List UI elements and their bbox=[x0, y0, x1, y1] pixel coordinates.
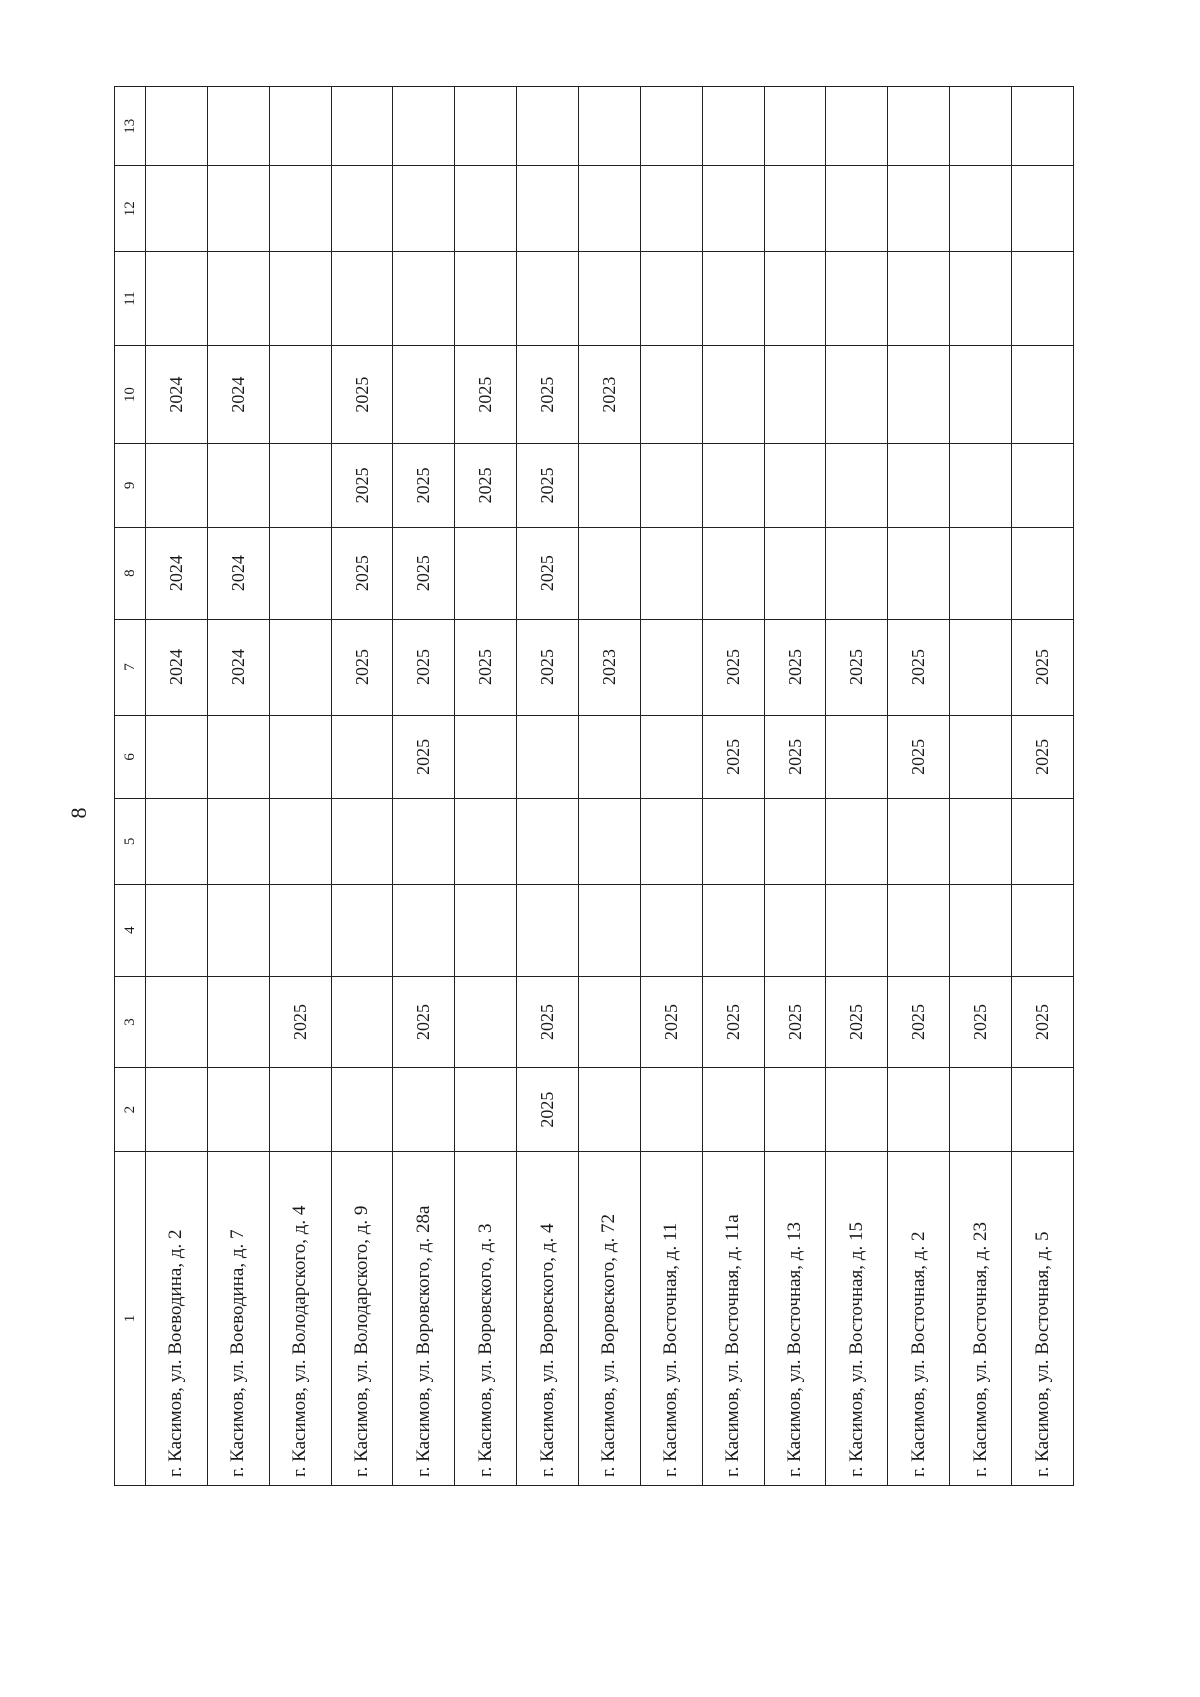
year-cell: 2025 bbox=[888, 976, 950, 1068]
year-cell bbox=[517, 166, 579, 252]
column-header: 6 bbox=[115, 715, 146, 799]
table-row bbox=[146, 87, 208, 1486]
year-cell bbox=[1012, 527, 1074, 619]
year-cell bbox=[455, 1068, 517, 1152]
column-header: 8 bbox=[115, 527, 146, 619]
column-header: 2 bbox=[115, 1068, 146, 1152]
year-cell: 2025 bbox=[393, 619, 455, 715]
year-cell: 2024 bbox=[146, 346, 208, 444]
year-cell bbox=[640, 715, 702, 799]
year-cell bbox=[393, 166, 455, 252]
year-cell bbox=[146, 166, 208, 252]
address-cell: г. Касимов, ул. Восточная, д. 2 bbox=[888, 1151, 950, 1485]
year-cell bbox=[826, 166, 888, 252]
year-cell bbox=[640, 87, 702, 166]
table-row bbox=[331, 87, 393, 1486]
year-cell bbox=[331, 976, 393, 1068]
year-cell bbox=[1012, 1068, 1074, 1152]
year-cell bbox=[702, 87, 764, 166]
year-cell bbox=[764, 346, 826, 444]
table-row bbox=[826, 87, 888, 1486]
table-container bbox=[114, 86, 1074, 1486]
year-cell: 2025 bbox=[331, 444, 393, 528]
year-cell bbox=[579, 715, 641, 799]
year-cell: 2025 bbox=[269, 976, 331, 1068]
year-cell bbox=[950, 444, 1012, 528]
year-cell bbox=[826, 715, 888, 799]
year-cell bbox=[579, 976, 641, 1068]
year-cell: 2024 bbox=[146, 527, 208, 619]
year-cell bbox=[826, 1068, 888, 1152]
year-cell bbox=[146, 1068, 208, 1152]
repair-schedule-table bbox=[114, 86, 1074, 1486]
year-cell bbox=[517, 799, 579, 885]
year-cell bbox=[146, 715, 208, 799]
address-cell: г. Касимов, ул. Воеводина, д. 7 bbox=[207, 1151, 269, 1485]
year-cell bbox=[579, 87, 641, 166]
table-body bbox=[146, 87, 1074, 1486]
year-cell bbox=[269, 1068, 331, 1152]
year-cell bbox=[517, 715, 579, 799]
year-cell bbox=[1012, 87, 1074, 166]
year-cell bbox=[269, 252, 331, 346]
year-cell bbox=[393, 87, 455, 166]
year-cell bbox=[517, 884, 579, 976]
year-cell bbox=[269, 346, 331, 444]
year-cell: 2025 bbox=[826, 619, 888, 715]
column-header: 5 bbox=[115, 799, 146, 885]
year-cell bbox=[950, 166, 1012, 252]
year-cell bbox=[269, 87, 331, 166]
year-cell bbox=[269, 166, 331, 252]
year-cell bbox=[455, 884, 517, 976]
year-cell: 2025 bbox=[517, 346, 579, 444]
column-header: 12 bbox=[115, 166, 146, 252]
year-cell: 2025 bbox=[517, 444, 579, 528]
year-cell bbox=[764, 799, 826, 885]
year-cell bbox=[640, 799, 702, 885]
year-cell: 2025 bbox=[517, 1068, 579, 1152]
year-cell bbox=[579, 884, 641, 976]
year-cell bbox=[146, 884, 208, 976]
year-cell bbox=[950, 799, 1012, 885]
year-cell bbox=[764, 87, 826, 166]
table-row bbox=[455, 87, 517, 1486]
table-row bbox=[393, 87, 455, 1486]
year-cell bbox=[393, 1068, 455, 1152]
year-cell bbox=[640, 619, 702, 715]
year-cell bbox=[950, 1068, 1012, 1152]
year-cell bbox=[269, 444, 331, 528]
year-cell bbox=[702, 527, 764, 619]
year-cell bbox=[455, 252, 517, 346]
year-cell: 2025 bbox=[517, 619, 579, 715]
year-cell bbox=[950, 346, 1012, 444]
year-cell bbox=[146, 252, 208, 346]
year-cell bbox=[950, 87, 1012, 166]
year-cell bbox=[702, 884, 764, 976]
year-cell: 2025 bbox=[393, 715, 455, 799]
year-cell bbox=[269, 799, 331, 885]
year-cell bbox=[702, 166, 764, 252]
year-cell bbox=[269, 715, 331, 799]
year-cell: 2025 bbox=[1012, 976, 1074, 1068]
year-cell bbox=[579, 444, 641, 528]
year-cell bbox=[393, 884, 455, 976]
year-cell: 2025 bbox=[702, 619, 764, 715]
year-cell: 2024 bbox=[207, 346, 269, 444]
table-row bbox=[269, 87, 331, 1486]
year-cell bbox=[207, 884, 269, 976]
year-cell bbox=[393, 346, 455, 444]
address-cell: г. Касимов, ул. Воровского, д. 72 bbox=[579, 1151, 641, 1485]
year-cell: 2023 bbox=[579, 619, 641, 715]
year-cell bbox=[764, 527, 826, 619]
year-cell bbox=[764, 166, 826, 252]
year-cell bbox=[207, 799, 269, 885]
year-cell bbox=[207, 976, 269, 1068]
year-cell bbox=[207, 166, 269, 252]
year-cell bbox=[393, 799, 455, 885]
address-cell: г. Касимов, ул. Восточная, д. 13 bbox=[764, 1151, 826, 1485]
year-cell: 2025 bbox=[331, 527, 393, 619]
address-cell: г. Касимов, ул. Восточная, д. 15 bbox=[826, 1151, 888, 1485]
table-row bbox=[517, 87, 579, 1486]
year-cell bbox=[269, 884, 331, 976]
year-cell bbox=[640, 444, 702, 528]
year-cell: 2025 bbox=[950, 976, 1012, 1068]
address-cell: г. Касимов, ул. Воровского, д. 3 bbox=[455, 1151, 517, 1485]
year-cell: 2025 bbox=[888, 715, 950, 799]
year-cell bbox=[579, 1068, 641, 1152]
year-cell: 2025 bbox=[764, 715, 826, 799]
year-cell: 2025 bbox=[393, 976, 455, 1068]
year-cell bbox=[207, 87, 269, 166]
year-cell bbox=[517, 87, 579, 166]
year-cell bbox=[826, 444, 888, 528]
year-cell: 2025 bbox=[455, 619, 517, 715]
year-cell bbox=[455, 527, 517, 619]
address-cell: г. Касимов, ул. Восточная, д. 11а bbox=[702, 1151, 764, 1485]
address-cell: г. Касимов, ул. Володарского, д. 4 bbox=[269, 1151, 331, 1485]
year-cell: 2025 bbox=[764, 619, 826, 715]
year-cell: 2025 bbox=[393, 527, 455, 619]
year-cell bbox=[888, 87, 950, 166]
year-cell bbox=[331, 87, 393, 166]
year-cell: 2024 bbox=[207, 619, 269, 715]
year-cell bbox=[269, 619, 331, 715]
year-cell bbox=[331, 884, 393, 976]
year-cell bbox=[888, 346, 950, 444]
year-cell bbox=[517, 252, 579, 346]
year-cell: 2024 bbox=[146, 619, 208, 715]
year-cell bbox=[826, 884, 888, 976]
address-cell: г. Касимов, ул. Восточная, д. 5 bbox=[1012, 1151, 1074, 1485]
year-cell bbox=[269, 527, 331, 619]
year-cell: 2025 bbox=[1012, 715, 1074, 799]
year-cell bbox=[888, 444, 950, 528]
year-cell bbox=[579, 527, 641, 619]
column-header: 7 bbox=[115, 619, 146, 715]
year-cell bbox=[331, 1068, 393, 1152]
year-cell bbox=[331, 715, 393, 799]
year-cell: 2025 bbox=[393, 444, 455, 528]
column-header: 4 bbox=[115, 884, 146, 976]
year-cell bbox=[764, 252, 826, 346]
year-cell bbox=[393, 252, 455, 346]
table-row bbox=[764, 87, 826, 1486]
year-cell: 2025 bbox=[1012, 619, 1074, 715]
year-cell bbox=[455, 715, 517, 799]
year-cell bbox=[146, 87, 208, 166]
year-cell bbox=[1012, 166, 1074, 252]
address-cell: г. Касимов, ул. Воровского, д. 28а bbox=[393, 1151, 455, 1485]
year-cell bbox=[207, 444, 269, 528]
year-cell bbox=[455, 976, 517, 1068]
year-cell: 2025 bbox=[702, 976, 764, 1068]
year-cell bbox=[950, 619, 1012, 715]
year-cell bbox=[702, 346, 764, 444]
year-cell bbox=[826, 527, 888, 619]
year-cell bbox=[826, 346, 888, 444]
year-cell bbox=[1012, 346, 1074, 444]
column-header: 13 bbox=[115, 87, 146, 166]
table-row bbox=[579, 87, 641, 1486]
year-cell bbox=[950, 715, 1012, 799]
year-cell bbox=[764, 1068, 826, 1152]
year-cell bbox=[640, 166, 702, 252]
table-row bbox=[702, 87, 764, 1486]
year-cell bbox=[826, 252, 888, 346]
year-cell bbox=[888, 527, 950, 619]
year-cell bbox=[640, 884, 702, 976]
column-header: 9 bbox=[115, 444, 146, 528]
year-cell bbox=[1012, 252, 1074, 346]
year-cell bbox=[579, 252, 641, 346]
year-cell bbox=[888, 799, 950, 885]
address-cell: г. Касимов, ул. Володарского, д. 9 bbox=[331, 1151, 393, 1485]
year-cell: 2025 bbox=[888, 619, 950, 715]
year-cell bbox=[579, 799, 641, 885]
table-header bbox=[115, 87, 146, 1486]
year-cell bbox=[640, 1068, 702, 1152]
year-cell: 2025 bbox=[702, 715, 764, 799]
year-cell bbox=[207, 1068, 269, 1152]
year-cell bbox=[146, 444, 208, 528]
year-cell bbox=[331, 166, 393, 252]
year-cell bbox=[1012, 444, 1074, 528]
address-cell: г. Касимов, ул. Восточная, д. 11 bbox=[640, 1151, 702, 1485]
year-cell bbox=[331, 799, 393, 885]
page-number: 8 bbox=[66, 807, 91, 819]
year-cell bbox=[826, 799, 888, 885]
year-cell: 2025 bbox=[455, 346, 517, 444]
address-cell: г. Касимов, ул. Восточная, д. 23 bbox=[950, 1151, 1012, 1485]
address-cell: г. Касимов, ул. Воровского, д. 4 bbox=[517, 1151, 579, 1485]
year-cell bbox=[888, 1068, 950, 1152]
table-row bbox=[888, 87, 950, 1486]
year-cell bbox=[455, 166, 517, 252]
year-cell bbox=[1012, 884, 1074, 976]
year-cell bbox=[640, 346, 702, 444]
year-cell bbox=[146, 799, 208, 885]
year-cell bbox=[950, 884, 1012, 976]
year-cell: 2025 bbox=[764, 976, 826, 1068]
column-header: 11 bbox=[115, 252, 146, 346]
year-cell: 2025 bbox=[331, 619, 393, 715]
year-cell: 2024 bbox=[207, 527, 269, 619]
year-cell bbox=[640, 252, 702, 346]
table-row bbox=[640, 87, 702, 1486]
year-cell bbox=[764, 884, 826, 976]
year-cell bbox=[702, 444, 764, 528]
year-cell: 2025 bbox=[455, 444, 517, 528]
year-cell bbox=[146, 976, 208, 1068]
year-cell: 2025 bbox=[640, 976, 702, 1068]
year-cell: 2025 bbox=[331, 346, 393, 444]
year-cell bbox=[888, 884, 950, 976]
column-header: 3 bbox=[115, 976, 146, 1068]
year-cell bbox=[579, 166, 641, 252]
year-cell bbox=[640, 527, 702, 619]
address-cell: г. Касимов, ул. Воеводина, д. 2 bbox=[146, 1151, 208, 1485]
column-header: 1 bbox=[115, 1151, 146, 1485]
year-cell: 2025 bbox=[517, 527, 579, 619]
year-cell: 2025 bbox=[517, 976, 579, 1068]
year-cell bbox=[455, 87, 517, 166]
year-cell: 2025 bbox=[826, 976, 888, 1068]
year-cell bbox=[702, 252, 764, 346]
header-row bbox=[115, 87, 146, 1486]
table-row bbox=[1012, 87, 1074, 1486]
table-row bbox=[207, 87, 269, 1486]
year-cell bbox=[950, 252, 1012, 346]
year-cell bbox=[764, 444, 826, 528]
year-cell bbox=[455, 799, 517, 885]
year-cell bbox=[826, 87, 888, 166]
year-cell bbox=[207, 252, 269, 346]
year-cell bbox=[888, 252, 950, 346]
table-row bbox=[950, 87, 1012, 1486]
year-cell: 2023 bbox=[579, 346, 641, 444]
year-cell bbox=[702, 1068, 764, 1152]
year-cell bbox=[888, 166, 950, 252]
year-cell bbox=[950, 527, 1012, 619]
year-cell bbox=[207, 715, 269, 799]
year-cell bbox=[331, 252, 393, 346]
year-cell bbox=[1012, 799, 1074, 885]
column-header: 10 bbox=[115, 346, 146, 444]
year-cell bbox=[702, 799, 764, 885]
